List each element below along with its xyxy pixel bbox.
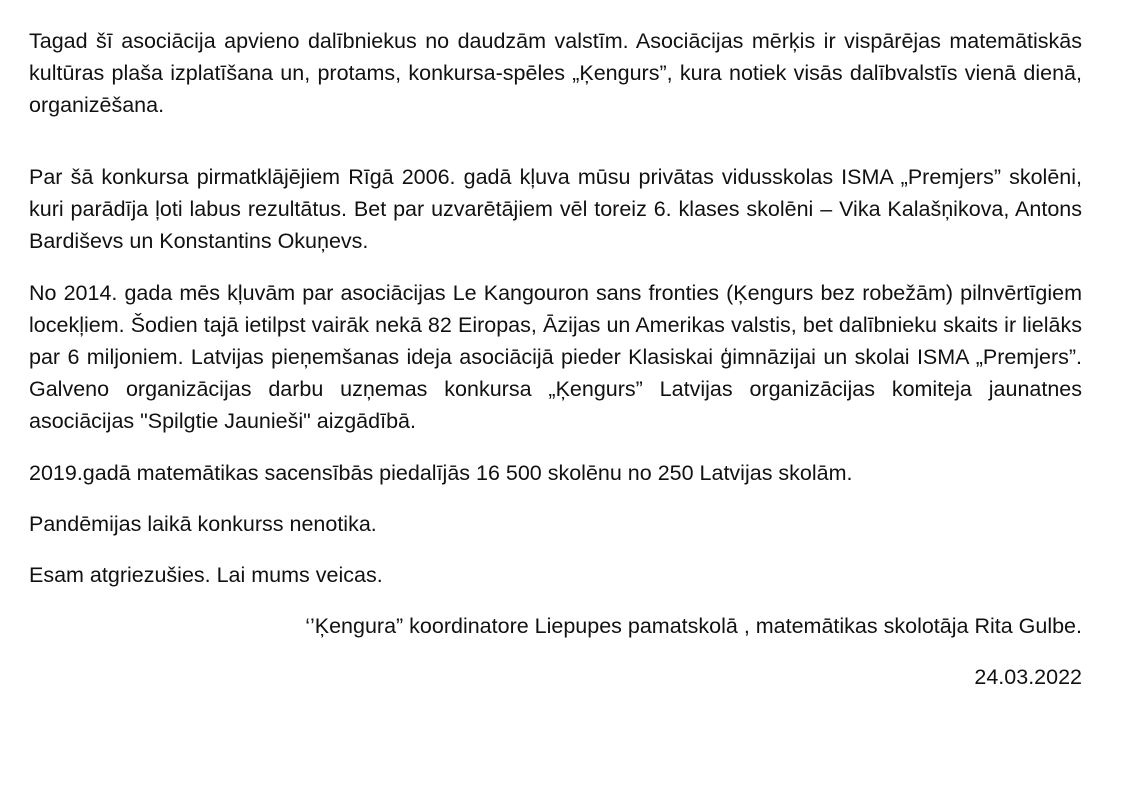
paragraph-membership: No 2014. gada mēs kļuvām par asociācijas Le Kangouron sans fronties (Ķengurs bez robežām) pilnvērtīgiem locekļiem. Šodien tajā ietilpst vairāk nekā 82 Eiropas, Āzijas un Amerikas valstis, bet dalībnieku skaits ir lielāks par 6 miljoniem. Latvijas pieņemšanas ideja asociācijā pieder Klasiskai ģimnāzijai un skolai ISMA „Premjers”. Galveno organizācijas darbu uzņemas konkursa „Ķengurs” Latvijas organizācijas komiteja jaunatnes asociācijas "Spilgtie Jaunieši" aizgādībā.	[29, 281, 1082, 433]
signature-line: ‘’Ķengura” koordinatore Liepupes pamatskolā , matemātikas skolotāja Rita Gulbe.	[305, 614, 1082, 638]
paragraph-pandemic: Pandēmijas laikā konkurss nenotika.	[29, 512, 377, 536]
paragraph-association-goal: Tagad šī asociācija apvieno dalībniekus no daudzām valstīm. Asociācijas mērķis ir vispārējas matemātiskās kultūras plaša izplatīšana un, protams, konkursa-spēles „Ķengurs”, kura notiek visās dalībvalstīs vienā dienā, organizēšana.	[29, 29, 1082, 117]
paragraph-2019-stats: 2019.gadā matemātikas sacensībās piedalījās 16 500 skolēnu no 250 Latvijas skolām.	[29, 461, 853, 485]
document-date: 24.03.2022	[974, 665, 1082, 689]
paragraph-return: Esam atgriezušies. Lai mums veicas.	[29, 563, 383, 587]
paragraph-first-participants: Par šā konkursa pirmatklājējiem Rīgā 2006. gadā kļuva mūsu privātas vidusskolas ISMA „Premjers” skolēni, kuri parādīja ļoti labus rezultātus. Bet par uzvarētājiem vēl toreiz 6. klases skolēni – Vika Kalašņikova, Antons Bardiševs un Konstantins Okuņevs.	[29, 165, 1082, 253]
document-body	[29, 25, 1082, 693]
